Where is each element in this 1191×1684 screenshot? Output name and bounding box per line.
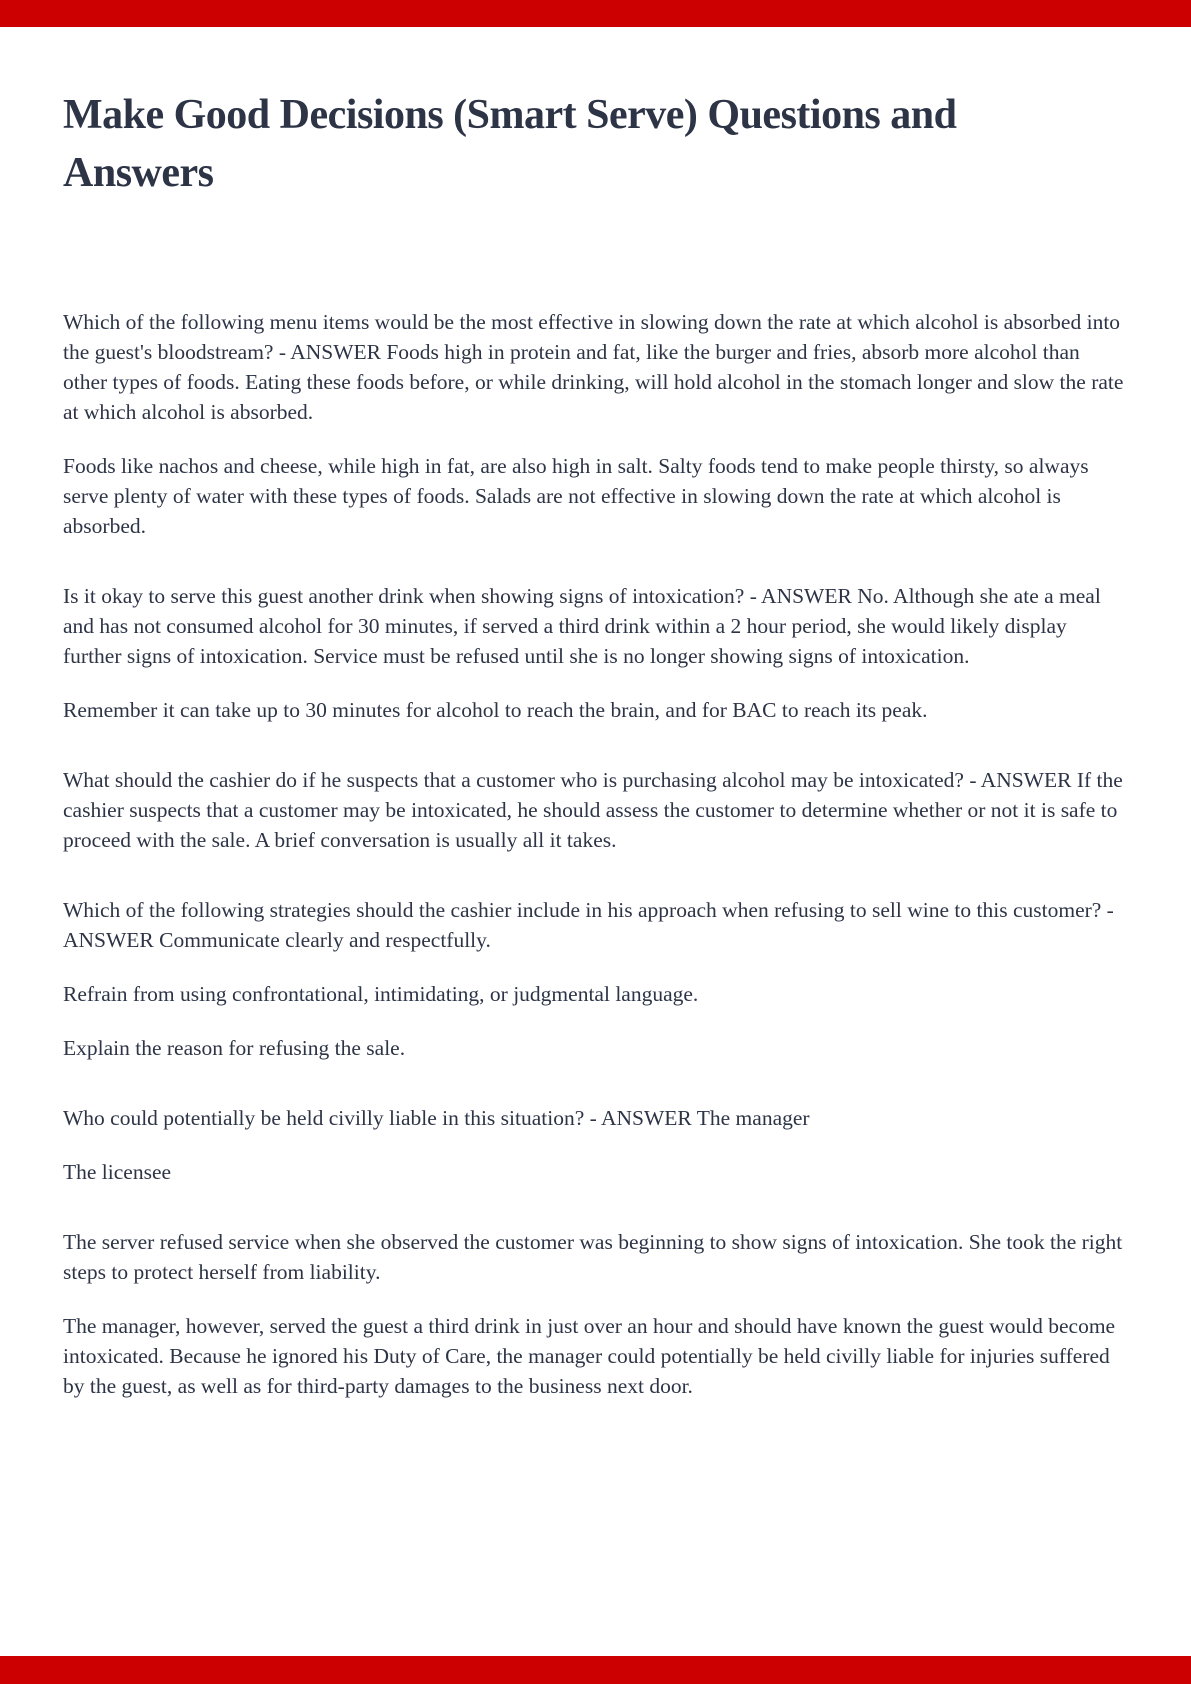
- qa-section: [63, 895, 1129, 1063]
- paragraph: Which of the following strategies should the cashier include in his approach when refusing to sell wine to this customer? - ANSWER Communicate clearly and respectfully.: [63, 898, 1114, 952]
- qa-section: [63, 1227, 1129, 1401]
- qa-sections: [63, 307, 1129, 1401]
- qa-section: [63, 307, 1129, 541]
- paragraph: The server refused service when she observed the customer was beginning to show signs of intoxication. She took the right steps to protect herself from liability.: [63, 1230, 1123, 1284]
- paragraph: What should the cashier do if he suspects that a customer who is purchasing alcohol may be intoxicated? - ANSWER If the cashier suspects that a customer may be intoxicated, he should assess the customer to determine whether or not it is safe to proceed with the sale. A brief conversation is usually all it takes.: [63, 768, 1123, 852]
- paragraph: Is it okay to serve this guest another drink when showing signs of intoxication? - ANSWER No. Although she ate a meal and has not consumed alcohol for 30 minutes, if served a third drink within a 2 hour period, she would likely display further signs of intoxication. Service must be refused until she is no longer showing signs of intoxication.: [63, 584, 1101, 668]
- bottom-crop-bar: [0, 1656, 1191, 1684]
- paragraph: The licensee: [63, 1160, 172, 1184]
- paragraph: The manager, however, served the guest a third drink in just over an hour and should have known the guest would become intoxicated. Because he ignored his Duty of Care, the manager could potentially be held civilly liable for injuries suffered by the guest, as well as for third-party damages to the business next door.: [63, 1314, 1116, 1398]
- qa-section: [63, 765, 1129, 855]
- paragraph: Refrain from using confrontational, intimidating, or judgmental language.: [63, 982, 699, 1006]
- paragraph: Which of the following menu items would be the most effective in slowing down the rate at which alcohol is absorbed into the guest's bloodstream? - ANSWER Foods high in protein and fat, like the burger and fries, absorb more alcohol than other types of foods. Eating these foods before, or while drinking, will hold alcohol in the stomach longer and slow the rate at which alcohol is absorbed.: [63, 310, 1124, 424]
- paragraph: Explain the reason for refusing the sale.: [63, 1036, 406, 1060]
- qa-section: [63, 1103, 1129, 1187]
- paragraph: Foods like nachos and cheese, while high in fat, are also high in salt. Salty foods tend to make people thirsty, so always serve plenty of water with these types of foods. Salads are not effective in slowing down the rate at which alcohol is absorbed.: [63, 454, 1089, 538]
- paragraph: Who could potentially be held civilly liable in this situation? - ANSWER The manager: [63, 1106, 810, 1130]
- document-content: [63, 0, 1129, 1401]
- page-title: Make Good Decisions (Smart Serve) Questions and Answers: [63, 92, 957, 196]
- qa-section: [63, 581, 1129, 725]
- paragraph: Remember it can take up to 30 minutes for alcohol to reach the brain, and for BAC to reach its peak.: [63, 698, 928, 722]
